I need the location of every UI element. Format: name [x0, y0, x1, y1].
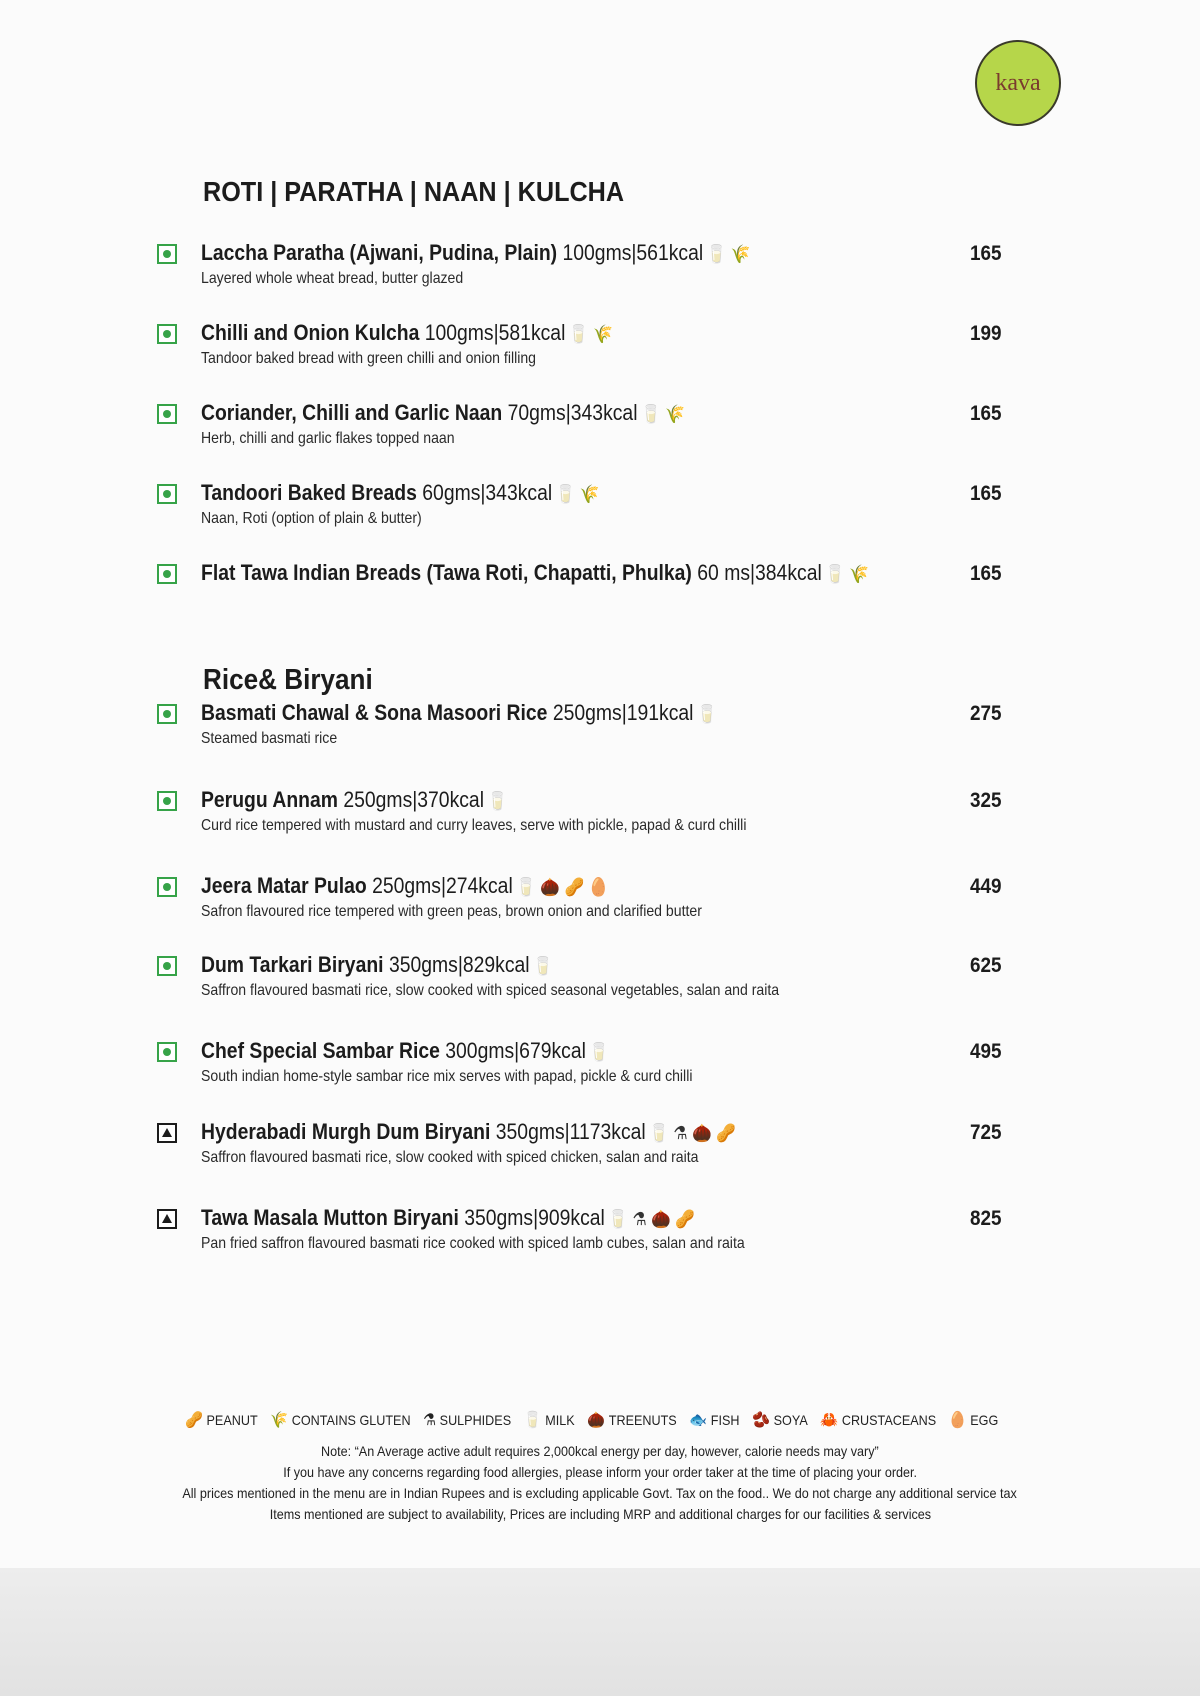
item-title-line	[201, 240, 751, 266]
veg-symbol-icon	[157, 956, 177, 976]
legend-entry	[820, 1412, 936, 1428]
veg-dot	[163, 1048, 171, 1056]
item-price: 165	[970, 402, 1002, 425]
item-description: Naan, Roti (option of plain & butter)	[201, 510, 422, 527]
item-title-line	[201, 1038, 609, 1064]
allergen-icons: 🥛 🌾	[706, 244, 751, 264]
item-description: Curd rice tempered with mustard and curry leaves, serve with pickle, papad & curd chilli	[201, 817, 747, 834]
item-name: Jeera Matar Pulao	[201, 873, 367, 898]
footer-note-text: Items mentioned are subject to availability, Prices are including MRP and additional charges for our facilities & services	[269, 1506, 931, 1522]
veg-symbol-icon	[157, 484, 177, 504]
item-name: Chef Special Sambar Rice	[201, 1038, 440, 1063]
legend-label: SOYA	[773, 1412, 808, 1428]
legend-entry	[587, 1412, 676, 1428]
veg-dot	[163, 330, 171, 338]
veg-dot	[163, 570, 171, 578]
item-portion-calories: 300gms|679kcal	[445, 1038, 586, 1063]
item-name: Perugu Annam	[201, 787, 338, 812]
footer-note-text: Note: “An Average active adult requires 2,000kcal energy per day, however, calorie needs may vary”	[321, 1443, 879, 1459]
footer-note	[0, 1464, 1200, 1480]
item-description: Layered whole wheat bread, butter glazed	[201, 270, 464, 287]
item-description: Steamed basmati rice	[201, 730, 338, 747]
allergen-icons: 🥛 🌾	[568, 324, 613, 344]
veg-dot	[163, 962, 171, 970]
footer-note	[0, 1506, 1200, 1522]
soya-icon: 🫘	[752, 1412, 771, 1429]
item-price: 725	[970, 1121, 1002, 1144]
allergen-icons: 🥛 ⚗ 🌰 🥜	[649, 1123, 736, 1143]
section-title-roti: ROTI | PARATHA | NAAN | KULCHA	[203, 176, 625, 207]
item-portion-calories: 350gms|1173kcal	[495, 1119, 646, 1144]
page-bottom-shadow	[0, 1568, 1200, 1696]
item-price: 625	[970, 954, 1002, 977]
item-price: 825	[970, 1207, 1002, 1230]
veg-symbol-icon	[157, 324, 177, 344]
legend-entry	[270, 1412, 410, 1428]
legend-label: CONTAINS GLUTEN	[291, 1412, 411, 1428]
veg-symbol-icon	[157, 564, 177, 584]
item-title-line	[201, 560, 869, 586]
veg-symbol-icon	[157, 404, 177, 424]
item-portion-calories: 60 ms|384kcal	[697, 560, 822, 585]
allergen-icons: 🥛	[589, 1042, 610, 1062]
section-title-rice: Rice& Biryani	[203, 664, 373, 696]
egg-icon: 🥚	[948, 1412, 967, 1429]
item-portion-calories: 100gms|561kcal	[562, 240, 704, 265]
treenut-icon: 🌰	[587, 1412, 606, 1429]
nonveg-symbol-icon	[157, 1209, 177, 1229]
allergen-icons: 🥛	[487, 791, 508, 811]
fish-icon: 🐟	[689, 1412, 708, 1429]
item-price: 325	[970, 789, 1002, 812]
veg-symbol-icon	[157, 1042, 177, 1062]
kava-logo	[975, 40, 1061, 126]
item-description: Saffron flavoured basmati rice, slow cooked with spiced seasonal vegetables, salan and raita	[201, 982, 780, 999]
legend-entry	[524, 1412, 575, 1428]
item-portion-calories: 350gms|829kcal	[388, 952, 530, 977]
item-portion-calories: 100gms|581kcal	[424, 320, 566, 345]
legend-label: FISH	[710, 1412, 740, 1428]
item-name: Chilli and Onion Kulcha	[201, 320, 420, 345]
footer-note	[0, 1443, 1200, 1459]
veg-dot	[163, 883, 171, 891]
footer-note-text: All prices mentioned in the menu are in Indian Rupees and is excluding applicable Govt. Tax on the food.. We do not charge any additional service tax	[182, 1485, 1018, 1501]
item-price: 449	[970, 875, 1002, 898]
legend-label: SULPHIDES	[439, 1412, 512, 1428]
allergen-icons: 🥛 🌾	[555, 484, 600, 504]
legend-entry	[752, 1412, 808, 1428]
allergen-icons: 🥛	[696, 704, 717, 724]
legend-entry	[423, 1412, 511, 1428]
crustaceans-icon: 🦀	[820, 1412, 839, 1429]
peanut-icon: 🥜	[185, 1412, 203, 1429]
legend-label: CRUSTACEANS	[841, 1412, 937, 1428]
item-description: South indian home-style sambar rice mix serves with papad, pickle & curd chilli	[201, 1068, 693, 1085]
allergen-icons: 🥛	[533, 956, 553, 976]
allergen-icons: 🥛 ⚗ 🌰 🥜	[608, 1209, 695, 1229]
item-title-line	[201, 787, 507, 813]
item-price: 199	[970, 322, 1002, 345]
gluten-icon: 🌾	[270, 1412, 289, 1429]
item-portion-calories: 250gms|370kcal	[343, 787, 485, 812]
veg-dot	[163, 710, 171, 718]
item-description: Safron flavoured rice tempered with green peas, brown onion and clarified butter	[201, 903, 702, 920]
item-name: Coriander, Chilli and Garlic Naan	[201, 400, 503, 425]
item-name: Laccha Paratha (Ajwani, Pudina, Plain)	[201, 240, 558, 265]
item-price: 495	[970, 1040, 1002, 1063]
item-portion-calories: 250gms|274kcal	[372, 873, 513, 898]
veg-dot	[163, 250, 171, 258]
item-description: Saffron flavoured basmati rice, slow cooked with spiced chicken, salan and raita	[201, 1149, 699, 1166]
item-title-line	[201, 873, 608, 899]
item-description: Herb, chilli and garlic flakes topped naan	[201, 430, 455, 447]
nonveg-symbol-icon	[157, 1123, 177, 1143]
allergen-icons: 🥛 🌾	[825, 564, 870, 584]
allergen-legend	[185, 1410, 1011, 1430]
item-name: Basmati Chawal & Sona Masoori Rice	[201, 700, 548, 725]
footer-note	[0, 1485, 1200, 1501]
item-title-line	[201, 1119, 736, 1145]
legend-entry	[185, 1412, 258, 1428]
legend-entry	[689, 1412, 739, 1428]
allergen-icons: 🥛 🌾	[641, 404, 685, 424]
item-price: 165	[970, 482, 1002, 505]
veg-symbol-icon	[157, 704, 177, 724]
item-name: Dum Tarkari Biryani	[201, 952, 384, 977]
nonveg-triangle	[162, 1214, 172, 1223]
item-title-line	[201, 480, 600, 506]
item-description: Tandoor baked bread with green chilli and onion filling	[201, 350, 537, 367]
item-title-line	[201, 700, 717, 726]
legend-label: MILK	[545, 1412, 575, 1428]
item-portion-calories: 60gms|343kcal	[422, 480, 553, 505]
sulphides-icon: ⚗	[423, 1412, 437, 1429]
item-price: 275	[970, 702, 1002, 725]
legend-label: PEANUT	[206, 1412, 258, 1428]
milk-icon: 🥛	[523, 1412, 542, 1429]
veg-symbol-icon	[157, 244, 177, 264]
footer-note-text: If you have any concerns regarding food allergies, please inform your order taker at the time of placing your order.	[283, 1464, 917, 1480]
legend-label: TREENUTS	[608, 1412, 677, 1428]
logo-text: kava	[995, 69, 1041, 96]
item-name: Hyderabadi Murgh Dum Biryani	[201, 1119, 491, 1144]
item-name: Tawa Masala Mutton Biryani	[201, 1205, 459, 1230]
item-description: Pan fried saffron flavoured basmati rice cooked with spiced lamb cubes, salan and raita	[201, 1235, 745, 1252]
veg-dot	[163, 410, 171, 418]
nonveg-triangle	[162, 1128, 172, 1137]
veg-dot	[163, 797, 171, 805]
veg-dot	[163, 490, 171, 498]
item-name: Tandoori Baked Breads	[201, 480, 417, 505]
legend-entry	[949, 1412, 999, 1428]
veg-symbol-icon	[157, 877, 177, 897]
item-portion-calories: 250gms|191kcal	[552, 700, 694, 725]
item-title-line	[201, 320, 613, 346]
item-title-line	[201, 400, 685, 426]
veg-symbol-icon	[157, 791, 177, 811]
item-price: 165	[970, 242, 1002, 265]
item-price: 165	[970, 562, 1002, 585]
item-title-line	[201, 1205, 695, 1231]
allergen-icons: 🥛 🌰 🥜 🥚	[516, 877, 609, 897]
legend-label: EGG	[970, 1412, 999, 1428]
item-portion-calories: 70gms|343kcal	[507, 400, 638, 425]
item-portion-calories: 350gms|909kcal	[464, 1205, 605, 1230]
item-name: Flat Tawa Indian Breads (Tawa Roti, Chapatti, Phulka)	[201, 560, 692, 585]
item-title-line	[201, 952, 553, 978]
